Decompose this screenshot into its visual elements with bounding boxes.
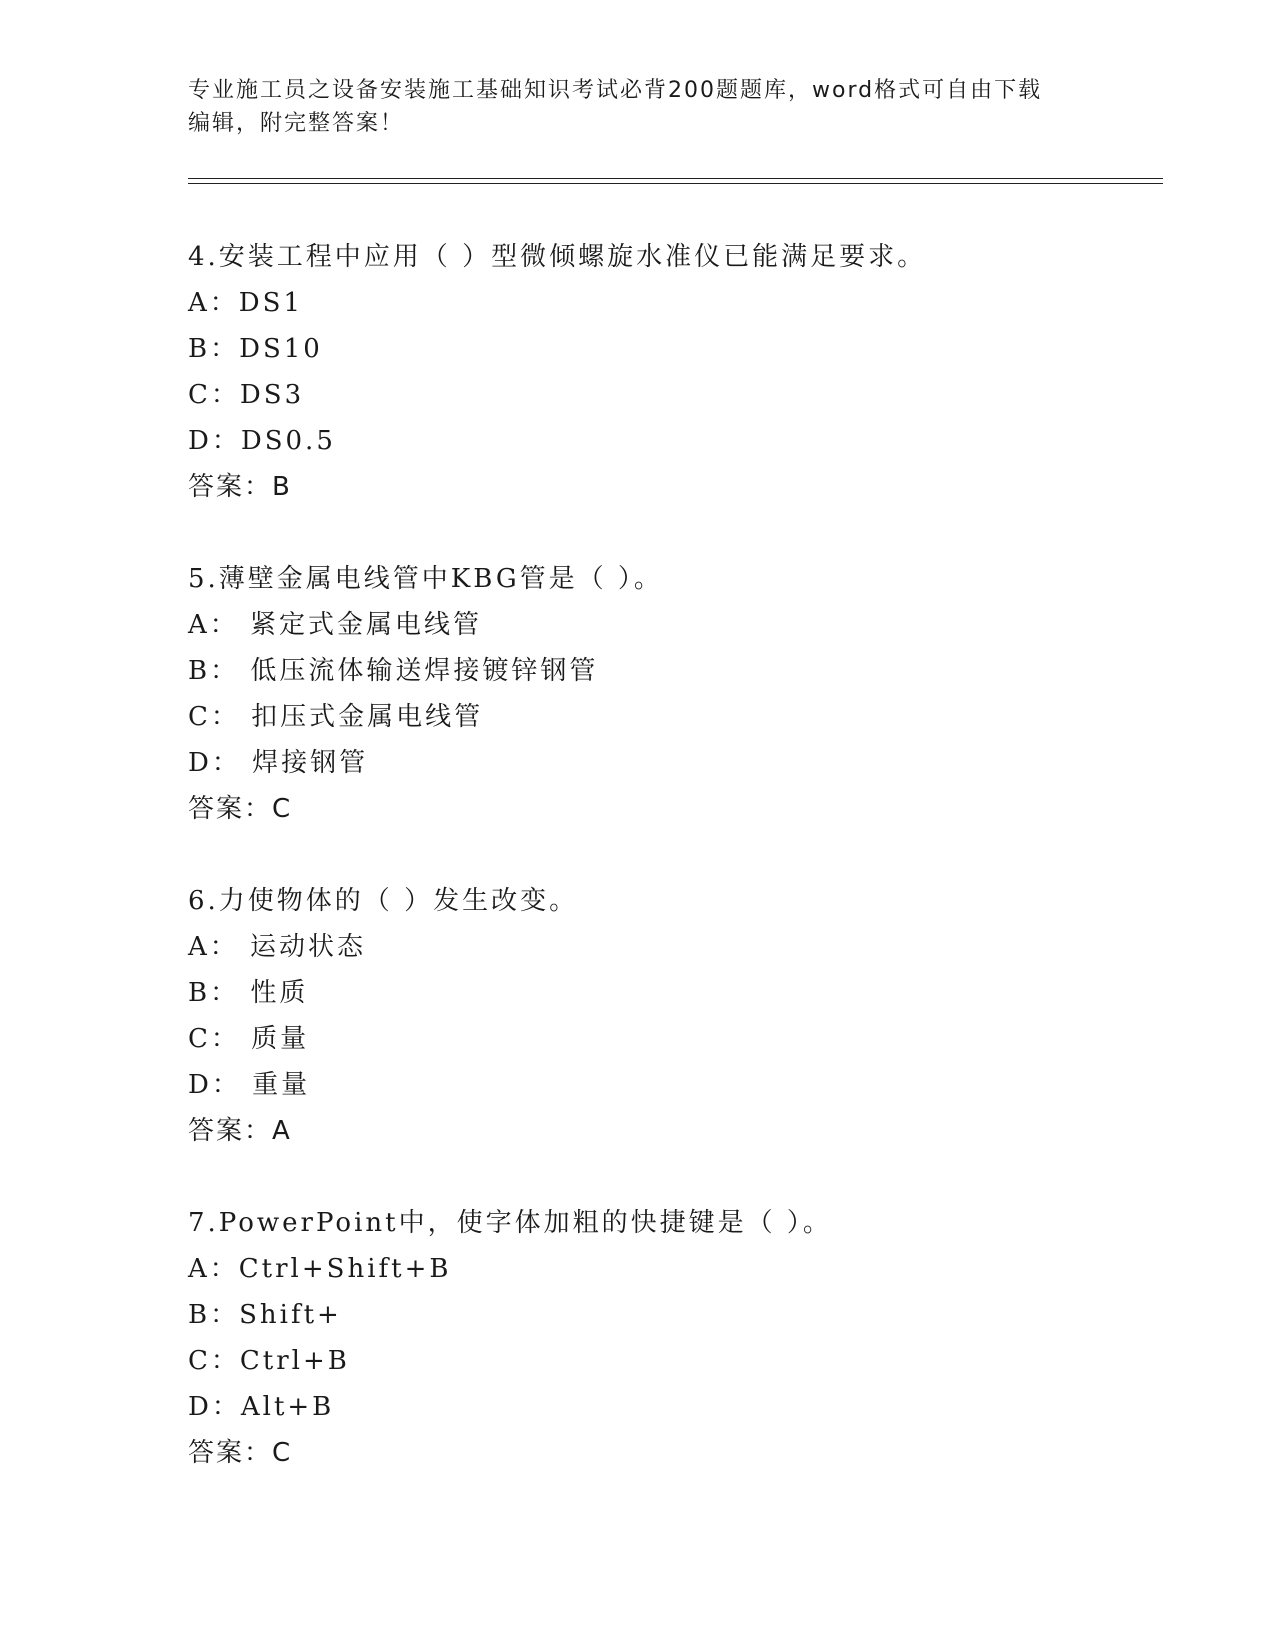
question-stem: 4.安装工程中应用（ ）型微倾螺旋水准仪已能满足要求。 <box>188 242 927 272</box>
option-label: A： <box>188 932 239 962</box>
option-label: A： <box>188 1254 239 1284</box>
option-text: 重量 <box>240 1070 311 1100</box>
option-label: B： <box>188 656 240 686</box>
option-text: Shift+ <box>239 1300 342 1330</box>
option-text: 运动状态 <box>238 932 367 962</box>
question-stem: 5.薄壁金属电线管中KBG管是（ ）。 <box>188 564 663 594</box>
answer-line: 答案：A <box>188 1116 292 1146</box>
option-text: 紧定式金属电线管 <box>238 610 483 640</box>
option-c <box>188 372 1168 418</box>
answer-line: 答案：B <box>188 472 292 502</box>
option-a <box>188 1246 1168 1292</box>
option-label: D： <box>188 426 241 456</box>
answer-line: 答案：C <box>188 794 293 824</box>
option-label: C： <box>188 702 240 732</box>
header-line-1: 专业施工员之设备安装施工基础知识考试必背200题题库，word格式可自由下载 <box>188 78 1043 103</box>
option-text: Alt+B <box>240 1392 335 1422</box>
option-d <box>188 418 1168 464</box>
header-line-2: 编辑，附完整答案！ <box>188 111 405 136</box>
option-label: A： <box>188 288 239 318</box>
question-stem: 6.力使物体的（ ）发生改变。 <box>188 886 579 916</box>
option-label: C： <box>188 1346 240 1376</box>
option-a <box>188 602 1168 648</box>
option-c <box>188 1016 1168 1062</box>
question-7 <box>188 1200 1168 1476</box>
document-header <box>188 74 1088 140</box>
option-text: DS10 <box>239 334 323 364</box>
option-text: DS3 <box>239 380 305 410</box>
question-6 <box>188 878 1168 1154</box>
option-label: B： <box>188 978 240 1008</box>
option-text: 焊接钢管 <box>240 748 369 778</box>
option-label: C： <box>188 1024 240 1054</box>
option-label: A： <box>188 610 239 640</box>
option-d <box>188 1384 1168 1430</box>
header-divider-bottom <box>188 183 1163 184</box>
option-text: Ctrl+Shift+B <box>238 1254 452 1284</box>
option-text: DS0.5 <box>240 426 336 456</box>
question-4 <box>188 234 1168 510</box>
option-a <box>188 280 1168 326</box>
option-text: DS1 <box>238 288 303 318</box>
answer-line: 答案：C <box>188 1438 293 1468</box>
option-b <box>188 326 1168 372</box>
option-text: Ctrl+B <box>239 1346 350 1376</box>
header-divider-top <box>188 178 1163 179</box>
option-b <box>188 970 1168 1016</box>
option-d <box>188 740 1168 786</box>
option-label: C： <box>188 380 240 410</box>
option-c <box>188 694 1168 740</box>
question-stem: 7.PowerPoint中，使字体加粗的快捷键是（ ）。 <box>188 1208 832 1238</box>
option-c <box>188 1338 1168 1384</box>
option-b <box>188 648 1168 694</box>
option-a <box>188 924 1168 970</box>
option-label: D： <box>188 748 241 778</box>
option-label: B： <box>188 334 240 364</box>
option-text: 低压流体输送焊接镀锌钢管 <box>239 656 599 686</box>
question-5 <box>188 556 1168 832</box>
option-text: 性质 <box>239 978 309 1008</box>
option-label: B： <box>188 1300 240 1330</box>
option-text: 扣压式金属电线管 <box>239 702 484 732</box>
option-d <box>188 1062 1168 1108</box>
option-label: D： <box>188 1392 241 1422</box>
option-text: 质量 <box>239 1024 310 1054</box>
option-label: D： <box>188 1070 241 1100</box>
option-b <box>188 1292 1168 1338</box>
